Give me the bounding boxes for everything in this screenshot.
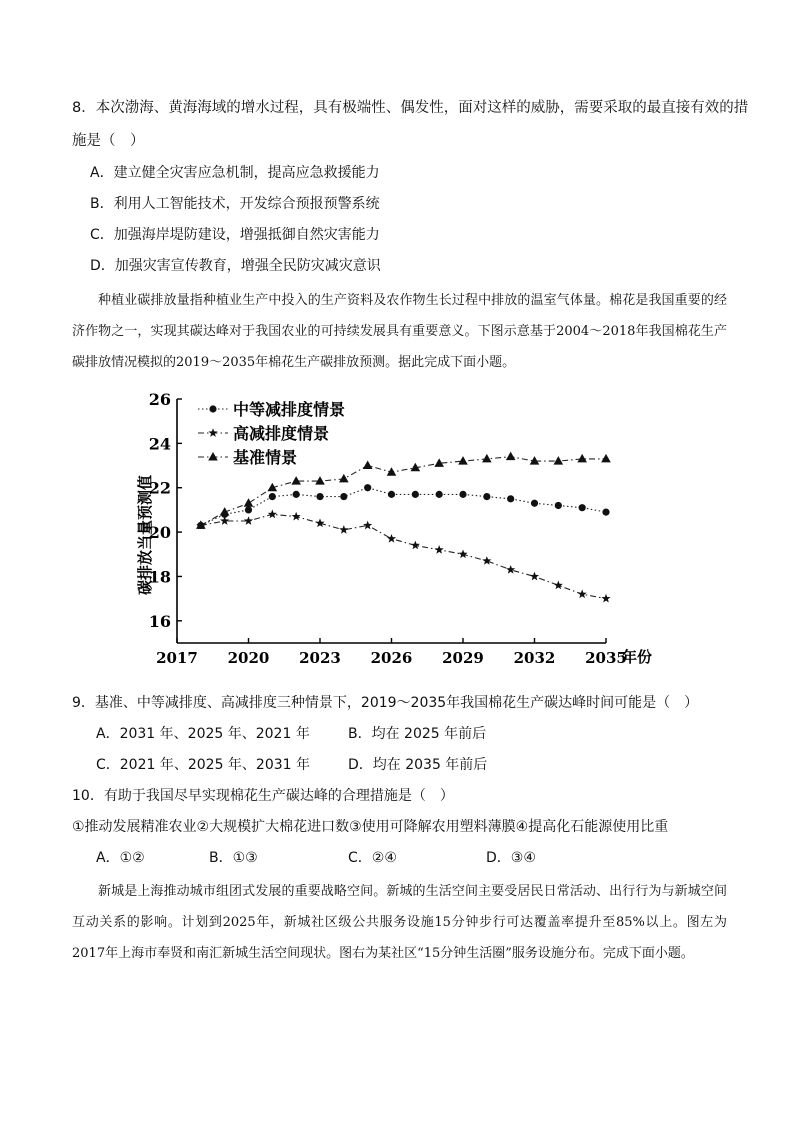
- data-point: [530, 572, 539, 581]
- q8-stem-line1: 8．本次渤海、黄海海域的增水过程，具有极端性、偶发性，面对这样的威胁，需要采取的最直接有效的措: [72, 100, 749, 116]
- data-point: [578, 589, 587, 598]
- data-point: [579, 504, 586, 511]
- data-point: [315, 476, 325, 485]
- q9-option-b: B．均在 2025 年前后: [348, 726, 487, 742]
- q9-option-c: C．2021 年、2025 年、2031 年: [96, 757, 311, 773]
- x-tick-label: 2017: [156, 649, 198, 667]
- data-point: [388, 491, 395, 498]
- q10-items: ①推动发展精准农业②大规模扩大棉花进口数③使用可降解农用塑料薄膜④提高化石能源使用比重: [72, 819, 669, 835]
- legend-marker: [208, 452, 218, 461]
- data-point: [292, 512, 301, 521]
- data-point: [291, 476, 301, 485]
- data-point: [340, 493, 347, 500]
- series-line: [201, 488, 606, 526]
- legend-marker: [208, 428, 217, 437]
- data-point: [387, 467, 397, 476]
- data-point: [482, 454, 492, 463]
- material-paragraph-2: 新城是上海推动城市组团式发展的重要战略空间。新城的生活空间主要受居民日常活动、出行行为与新城空间互动关系的影响。计划到2025年，新城社区级公共服务设施15分钟步行可达覆盖率提升至85%以上。图左为2017年上海市奉贤和南汇新城生活空间现状。图右为某社区“15分钟生活圈”服务设施分布。完成下面小题。: [72, 884, 727, 961]
- q10-stem: 10．有助于我国尽早实现棉花生产碳达峰的合理措施是（ ）: [72, 788, 454, 804]
- q8-stem-line2: 施是（ ）: [72, 133, 145, 149]
- legend-item: [198, 400, 345, 419]
- q8-option-a: A．建立健全灾害应急机制，提高应急救援能力: [90, 165, 380, 181]
- q8-option-b: B．利用人工智能技术，开发综合预报预警系统: [90, 196, 380, 212]
- y-tick-label: 18: [148, 567, 171, 587]
- data-point: [577, 454, 587, 463]
- x-tick-label: 2020: [227, 649, 270, 667]
- x-tick-label: 2026: [370, 649, 413, 667]
- data-point: [339, 525, 348, 534]
- y-axis-label: 碳排放当量预测值: [136, 474, 154, 596]
- data-point: [554, 456, 564, 465]
- data-point: [364, 484, 371, 491]
- x-tick-label: 2032: [513, 649, 556, 667]
- chart-ticks: [149, 390, 627, 667]
- data-point: [245, 506, 252, 513]
- data-point: [602, 509, 609, 516]
- y-tick-label: 16: [148, 611, 171, 631]
- x-tick-label: 2035: [585, 649, 627, 667]
- legend-label: 中等减排度情景: [233, 400, 346, 419]
- data-point: [482, 556, 491, 565]
- data-point: [315, 518, 324, 527]
- data-point: [339, 474, 349, 483]
- series-2: [196, 510, 610, 603]
- data-point: [435, 545, 444, 554]
- q9-option-a: A．2031 年、2025 年、2021 年: [96, 726, 310, 742]
- q8-option-c: C．加强海岸堤防建设，增强抵御自然灾害能力: [90, 227, 380, 243]
- data-point: [363, 521, 372, 530]
- data-point: [555, 502, 562, 509]
- y-tick-label: 26: [148, 390, 171, 409]
- data-point: [363, 461, 373, 470]
- q10-option-b: B．①③: [209, 850, 258, 866]
- series-1: [197, 484, 609, 529]
- data-point: [507, 495, 514, 502]
- q9-stem: 9．基准、中等减排度、高减排度三种情景下，2019～2035年我国棉花生产碳达峰时间可能是（ ）: [72, 695, 699, 711]
- legend-item: [198, 424, 329, 443]
- y-tick-label: 22: [148, 478, 171, 498]
- q10-option-d: D．③④: [486, 850, 536, 866]
- q8-option-d: D．加强灾害宣传教育，增强全民防灾减灾意识: [90, 258, 381, 274]
- data-point: [458, 456, 468, 465]
- legend-label: 基准情景: [233, 448, 298, 467]
- data-point: [601, 594, 610, 603]
- data-point: [458, 549, 467, 558]
- chart-series: [196, 452, 611, 603]
- y-tick-label: 20: [148, 523, 171, 543]
- data-point: [506, 565, 515, 574]
- data-point: [412, 491, 419, 498]
- data-point: [459, 491, 466, 498]
- data-point: [387, 534, 396, 543]
- data-point: [554, 581, 563, 590]
- data-point: [506, 452, 516, 461]
- data-point: [601, 454, 611, 463]
- data-point: [436, 491, 443, 498]
- chart-legend: [198, 400, 345, 467]
- series-line: [201, 457, 606, 526]
- data-point: [293, 491, 300, 498]
- x-tick-label: 2023: [299, 649, 341, 667]
- data-point: [269, 493, 276, 500]
- data-point: [411, 541, 420, 550]
- series-line: [201, 514, 606, 598]
- legend-item: [198, 448, 297, 467]
- x-axis-label: 年份: [622, 648, 653, 666]
- q10-option-c: C．②④: [348, 850, 397, 866]
- data-point: [483, 493, 490, 500]
- data-point: [244, 498, 254, 507]
- data-point: [316, 493, 323, 500]
- y-tick-label: 24: [148, 434, 171, 454]
- q10-option-a: A．①②: [96, 850, 145, 866]
- q9-option-d: D．均在 2035 年前后: [348, 757, 488, 773]
- data-point: [220, 516, 229, 525]
- legend-label: 高减排度情景: [233, 424, 330, 443]
- data-point: [268, 510, 277, 519]
- data-point: [531, 500, 538, 507]
- material-paragraph-1: 种植业碳排放量指种植业生产中投入的生产资料及农作物生长过程中排放的温室气体量。棉花是我国重要的经济作物之一，实现其碳达峰对于我国农业的可持续发展具有重要意义。下图示意基于2004～2018年我国棉花生产碳排放情况模拟的2019～2035年棉花生产碳排放预测。据此完成下面小题。: [72, 293, 727, 370]
- data-point: [244, 516, 253, 525]
- x-tick-label: 2029: [442, 649, 484, 667]
- legend-marker: [209, 405, 216, 412]
- carbon-emission-chart: [130, 385, 660, 670]
